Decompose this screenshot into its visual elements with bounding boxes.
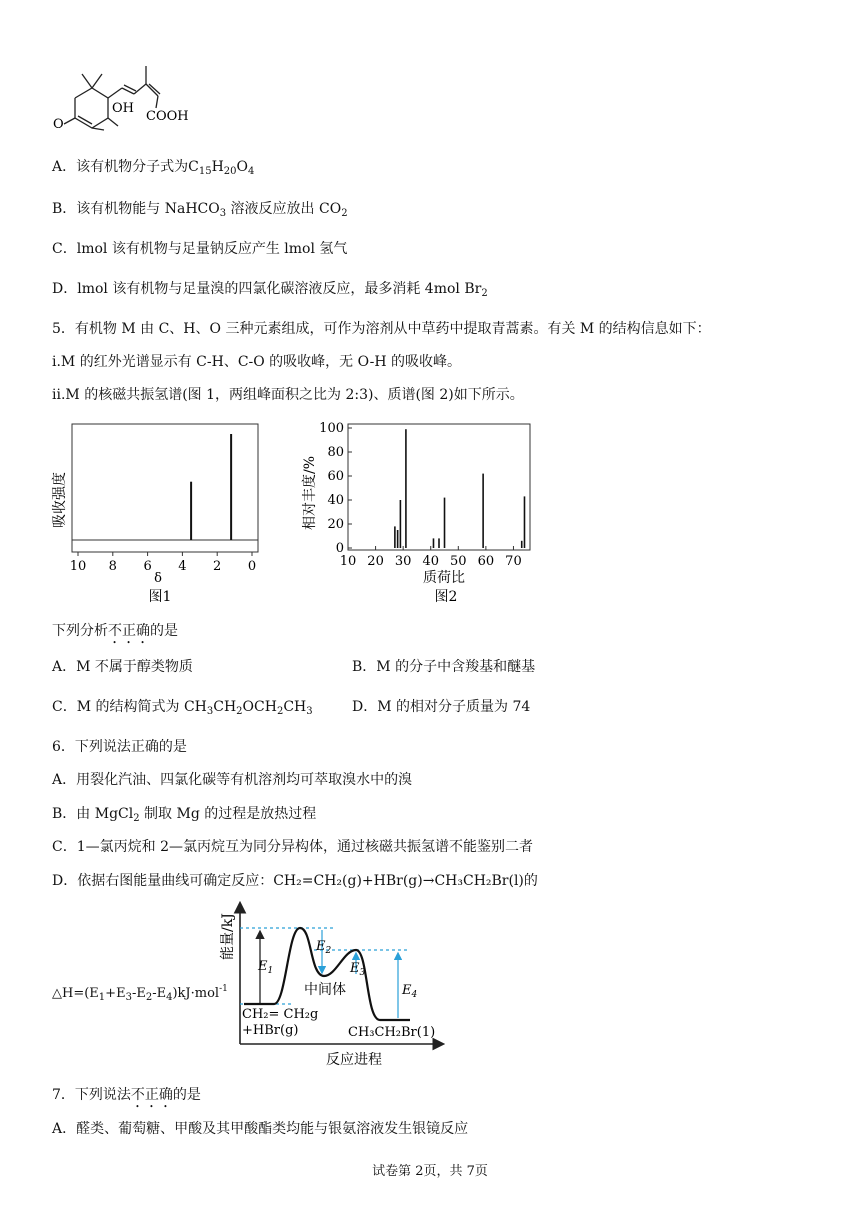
fig2-xlabel: 质荷比	[423, 570, 465, 586]
fig2-ytick-label: 0	[335, 541, 344, 556]
e3-label: $E_3$	[350, 961, 366, 978]
fig1-xlabel: δ	[154, 571, 162, 586]
fig1-tick-label: 0	[247, 559, 257, 574]
fig1-tick-label: 6	[143, 559, 152, 574]
q5-info-2: ii.M 的核磁共振氢谱(图 1，两组峰面积之比为 2:3)、质谱(图 2)如下所示。	[52, 387, 524, 403]
fig2-frame	[348, 424, 530, 550]
q5-option-c: C．M 的结构简式为 $CH_3CH_2OCH_2CH_3$	[52, 699, 313, 717]
q4-option-c: C．lmol 该有机物与足量钠反应产生 lmol 氢气	[52, 241, 348, 257]
fig2-ytick-label: 100	[319, 421, 344, 436]
fig2-ytick-label: 40	[327, 493, 344, 508]
fig1-tick-label: 10	[69, 559, 87, 574]
energy-diagram	[214, 898, 454, 1070]
fig1-title: 图1	[148, 589, 172, 605]
fig2-xtick-label: 70	[505, 554, 522, 569]
q6-delta-h: $\triangle H=(E_1+E_3-E_2-E_4)kJ\cdot mol^{-1}$	[52, 984, 228, 1003]
reactant-label-2: +HBr(g)	[242, 1023, 299, 1038]
molecule-o-label: O	[53, 117, 64, 132]
q5-option-b: B．M 的分子中含羧基和醚基	[352, 659, 536, 675]
figure1-nmr-chart	[48, 418, 268, 608]
q7-option-a: A．醛类、葡萄糖、甲酸及其甲酸酯类均能与银氨溶液发生银镜反应	[52, 1121, 469, 1137]
fig1-tick-label: 4	[178, 559, 187, 574]
q5-option-d: D．M 的相对分子质量为 74	[352, 699, 531, 715]
energy-ylabel: 能量/kJ	[220, 913, 236, 960]
molecule-structure	[50, 58, 210, 138]
figure2-mass-spectrum	[298, 418, 538, 608]
fig2-ylabel: 相对丰度/%	[302, 455, 318, 530]
product-label: CH₃CH₂Br(1)	[348, 1025, 436, 1040]
q4-option-a: A．该有机物分子式为$C_{15}H_{20}O_4$	[52, 159, 255, 177]
q7-stem: 7．下列说法不正确的是	[52, 1087, 201, 1103]
q4-option-d: D．lmol 该有机物与足量溴的四氯化碳溶液反应，最多消耗 4mol $Br_2$	[52, 281, 488, 299]
fig2-xtick-label: 20	[367, 554, 384, 569]
fig1-frame	[72, 424, 258, 552]
q6-option-c: C．1—氯丙烷和 2—氯丙烷互为同分异构体，通过核磁共振氢谱不能鉴别二者	[52, 839, 533, 855]
molecule-cooh-label: COOH	[146, 109, 189, 124]
e1-label: $E_1$	[258, 959, 274, 976]
fig2-ytick-label: 60	[327, 469, 344, 484]
q4-option-b: B．该有机物能与 NaHCO$_3$ 溶液反应放出 $CO_2$	[52, 201, 348, 219]
e2-label: $E_2$	[316, 939, 332, 956]
fig2-xtick-label: 50	[450, 554, 467, 569]
intermediate-label: 中间体	[304, 982, 346, 998]
fig2-xtick-label: 60	[477, 554, 495, 569]
molecule-oh-label: OH	[112, 101, 134, 116]
q6-option-a: A．用裂化汽油、四氯化碳等有机溶剂均可萃取溴水中的溴	[52, 772, 413, 788]
fig1-ylabel: 吸收强度	[52, 472, 68, 528]
fig1-tick-label: 8	[108, 559, 117, 574]
fig2-xtick-label: 10	[339, 554, 357, 569]
reactant-label-1: CH₂= CH₂g	[242, 1007, 319, 1022]
q6-option-b: B．由 MgCl$_2$ 制取 Mg 的过程是放热过程	[52, 806, 317, 824]
q5-ask: 下列分析不正确的是	[52, 623, 178, 639]
fig2-xtick-label: 40	[422, 554, 440, 569]
fig2-ytick-label: 20	[327, 517, 344, 532]
page-footer: 试卷第 2页，共 7页	[372, 1164, 488, 1179]
e4-label: $E_4$	[402, 983, 418, 1000]
q5-option-a: A．M 不属于醇类物质	[52, 659, 193, 675]
q5-stem: 5．有机物 M 由 C、H、O 三种元素组成，可作为溶剂从中草药中提取青蒿素。有关 M 的结构信息如下：	[52, 321, 711, 337]
q6-option-d: D．依据右图能量曲线可确定反应：CH₂=CH₂(g)+HBr(g)→CH₃CH₂Br(l)的	[52, 873, 538, 889]
fig2-xtick-label: 30	[394, 554, 412, 569]
energy-xlabel: 反应进程	[326, 1052, 382, 1068]
fig1-tick-label: 2	[213, 559, 222, 574]
fig2-ytick-label: 80	[327, 445, 344, 460]
fig2-title: 图2	[434, 589, 458, 605]
q6-stem: 6．下列说法正确的是	[52, 739, 187, 755]
q5-info-1: i.M 的红外光谱显示有 C-H、C-O 的吸收峰，无 O-H 的吸收峰。	[52, 354, 462, 370]
